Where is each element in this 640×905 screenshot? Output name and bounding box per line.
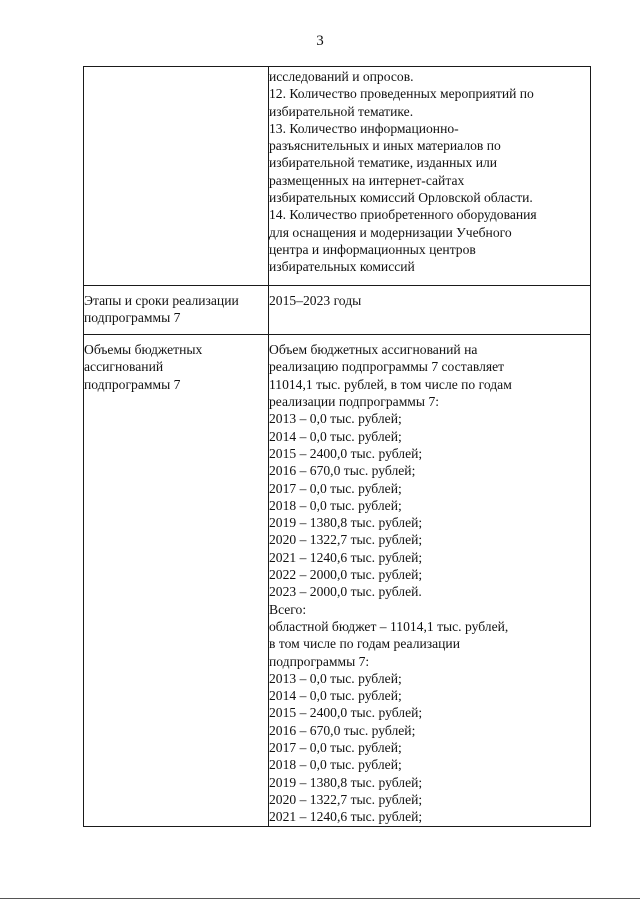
page-number: 3	[316, 33, 324, 49]
cell-text-line: 2017 – 0,0 тыс. рублей;	[269, 480, 402, 496]
row-goals-value-cell	[269, 67, 591, 286]
cell-text-line: ассигнований	[84, 359, 164, 375]
cell-text-line: 2021 – 1240,6 тыс. рублей;	[269, 809, 423, 825]
cell-text-line: 2020 – 1322,7 тыс. рублей;	[269, 791, 423, 807]
table-row-stages-and-terms	[84, 285, 591, 335]
cell-text-line: 2018 – 0,0 тыс. рублей;	[269, 497, 402, 513]
cell-text-line: Объем бюджетных ассигнований на	[269, 342, 478, 358]
cell-text-line: разъяснительных и иных материалов по	[269, 138, 501, 154]
row-period-label-cell	[84, 285, 269, 335]
cell-text-line: подпрограммы 7	[84, 309, 181, 325]
cell-text-line: 2015–2023 годы	[269, 292, 362, 308]
cell-text-line: 2019 – 1380,8 тыс. рублей;	[269, 774, 423, 790]
cell-text-line: избирательных комиссий	[269, 259, 415, 275]
cell-text-line: Объемы бюджетных	[84, 342, 203, 358]
cell-text-line: реализацию подпрограммы 7 составляет	[269, 359, 505, 375]
row-funding-label-cell	[84, 335, 269, 827]
cell-text-line: подпрограммы 7:	[269, 653, 370, 669]
bottom-page-rule	[0, 898, 640, 899]
cell-text-line: 2017 – 0,0 тыс. рублей;	[269, 739, 402, 755]
cell-text-line: 12. Количество проведенных мероприятий по	[269, 86, 534, 102]
cell-text-line: подпрограммы 7	[84, 376, 181, 392]
cell-text-line: 2014 – 0,0 тыс. рублей;	[269, 428, 402, 444]
passport-table	[83, 66, 591, 827]
row-goals-label-cell	[84, 67, 269, 286]
cell-text-line: областной бюджет – 11014,1 тыс. рублей,	[269, 618, 509, 634]
cell-text-line: 2013 – 0,0 тыс. рублей;	[269, 411, 402, 427]
cell-text-line: 2020 – 1322,7 тыс. рублей;	[269, 532, 423, 548]
cell-text-line: 2015 – 2400,0 тыс. рублей;	[269, 445, 423, 461]
cell-text-line: 2018 – 0,0 тыс. рублей;	[269, 757, 402, 773]
cell-text-line: 2014 – 0,0 тыс. рублей;	[269, 688, 402, 704]
cell-text-line: 2023 – 2000,0 тыс. рублей.	[269, 584, 422, 600]
cell-text-line: 13. Количество информационно-	[269, 120, 459, 136]
cell-text-line: 11014,1 тыс. рублей, в том числе по годам	[269, 376, 512, 392]
cell-text-line: 2013 – 0,0 тыс. рублей;	[269, 670, 402, 686]
cell-text-line: для оснащения и модернизации Учебного	[269, 224, 512, 240]
cell-text-line: 2016 – 670,0 тыс. рублей;	[269, 463, 416, 479]
cell-text-line: Всего:	[269, 601, 307, 617]
cell-text-line: 2019 – 1380,8 тыс. рублей;	[269, 515, 423, 531]
cell-text-line: в том числе по годам реализации	[269, 636, 460, 652]
row-period-value-cell	[269, 285, 591, 335]
cell-text-line: 2016 – 670,0 тыс. рублей;	[269, 722, 416, 738]
cell-text-line: избирательной тематике, изданных или	[269, 155, 498, 171]
cell-text-line: реализации подпрограммы 7:	[269, 394, 440, 410]
cell-text-line: 14. Количество приобретенного оборудования	[269, 207, 537, 223]
table-row-budget-allocations	[84, 335, 591, 827]
cell-text-line: 2021 – 1240,6 тыс. рублей;	[269, 549, 423, 565]
cell-text-line: центра и информационных центров	[269, 241, 476, 257]
cell-text-line: Этапы и сроки реализации	[84, 292, 239, 308]
cell-text-line: 2022 – 2000,0 тыс. рублей;	[269, 567, 423, 583]
cell-text-line: избирательной тематике.	[269, 103, 414, 119]
cell-text-line: 2015 – 2400,0 тыс. рублей;	[269, 705, 423, 721]
cell-text-line: исследований и опросов.	[269, 69, 414, 84]
cell-text-line: избирательных комиссий Орловской области.	[269, 190, 533, 206]
row-funding-value-cell	[269, 335, 591, 827]
table-row-target-indicators	[84, 67, 591, 286]
cell-text-line: размещенных на интернет-сайтах	[269, 172, 465, 188]
